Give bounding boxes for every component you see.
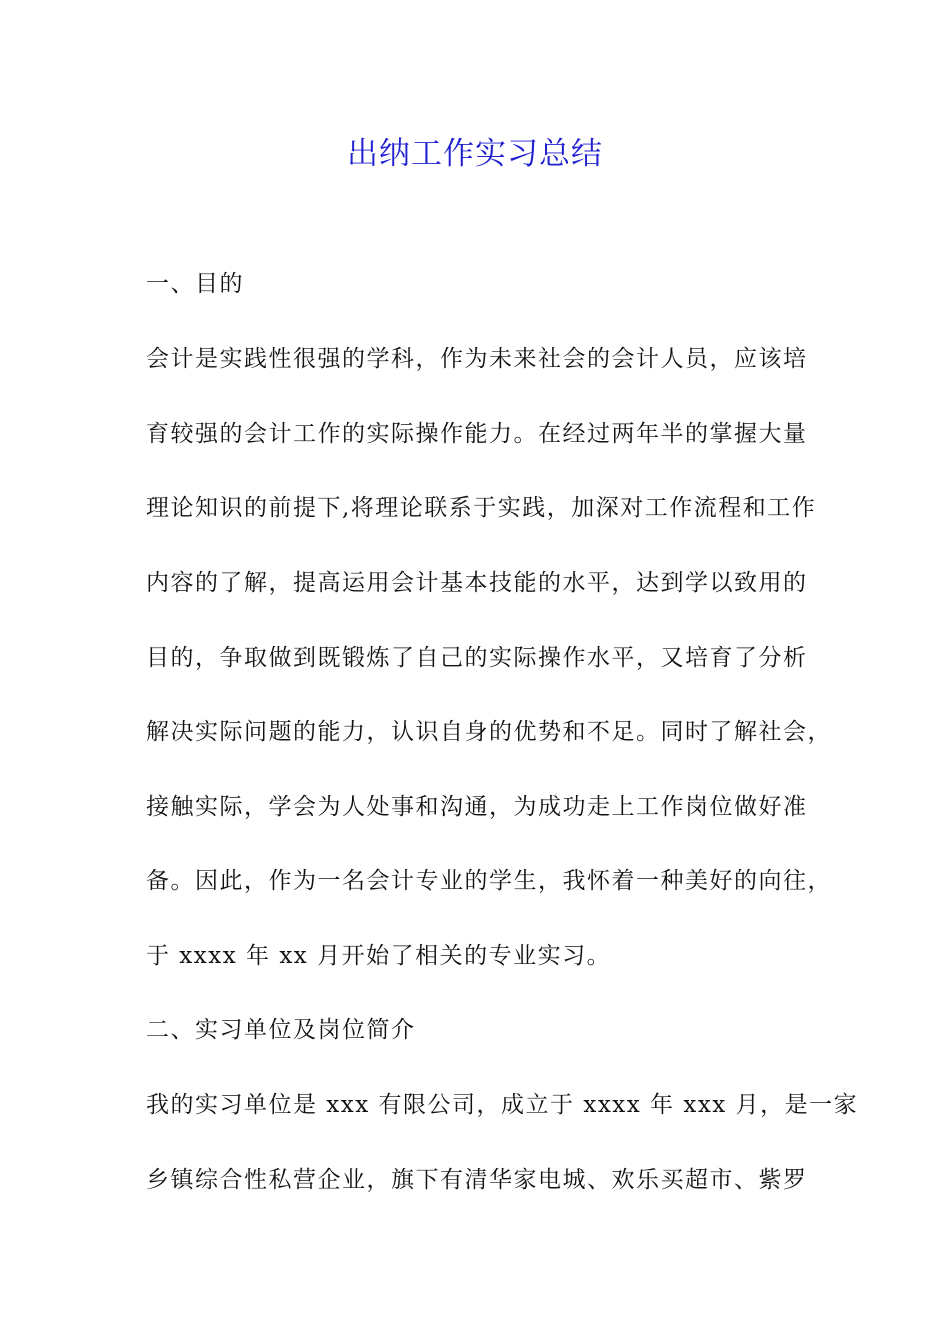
paragraph-line: 我的实习单位是 xxx 有限公司，成立于 xxxx 年 xxx 月，是一家 (146, 1092, 859, 1118)
paragraph-line: 理论知识的前提下,将理论联系于实践，加深对工作流程和工作 (146, 495, 817, 521)
section-heading-purpose: 一、目的 (146, 271, 244, 297)
paragraph-line: 于 xxxx 年 xx 月开始了相关的专业实习。 (146, 943, 612, 969)
section-heading-internship-unit: 二、实习单位及岗位简介 (146, 1017, 416, 1043)
document-title: 出纳工作实习总结 (347, 136, 603, 172)
paragraph-line: 备。因此，作为一名会计专业的学生，我怀着一种美好的向往， (146, 868, 832, 894)
paragraph-line: 目的，争取做到既锻炼了自己的实际操作水平，又培育了分析 (146, 645, 808, 671)
paragraph-line: 解决实际问题的能力，认识自身的优势和不足。同时了解社会， (146, 719, 832, 745)
paragraph-line: 内容的了解，提高运用会计基本技能的水平，达到学以致用的 (146, 570, 808, 596)
paragraph-line: 育较强的会计工作的实际操作能力。在经过两年半的掌握大量 (146, 421, 808, 447)
paragraph-line: 乡镇综合性私营企业，旗下有清华家电城、欢乐买超市、紫罗 (146, 1167, 808, 1193)
paragraph-line: 接触实际，学会为人处事和沟通，为成功走上工作岗位做好准 (146, 794, 808, 820)
paragraph-line: 会计是实践性很强的学科，作为未来社会的会计人员，应该培 (146, 346, 808, 372)
